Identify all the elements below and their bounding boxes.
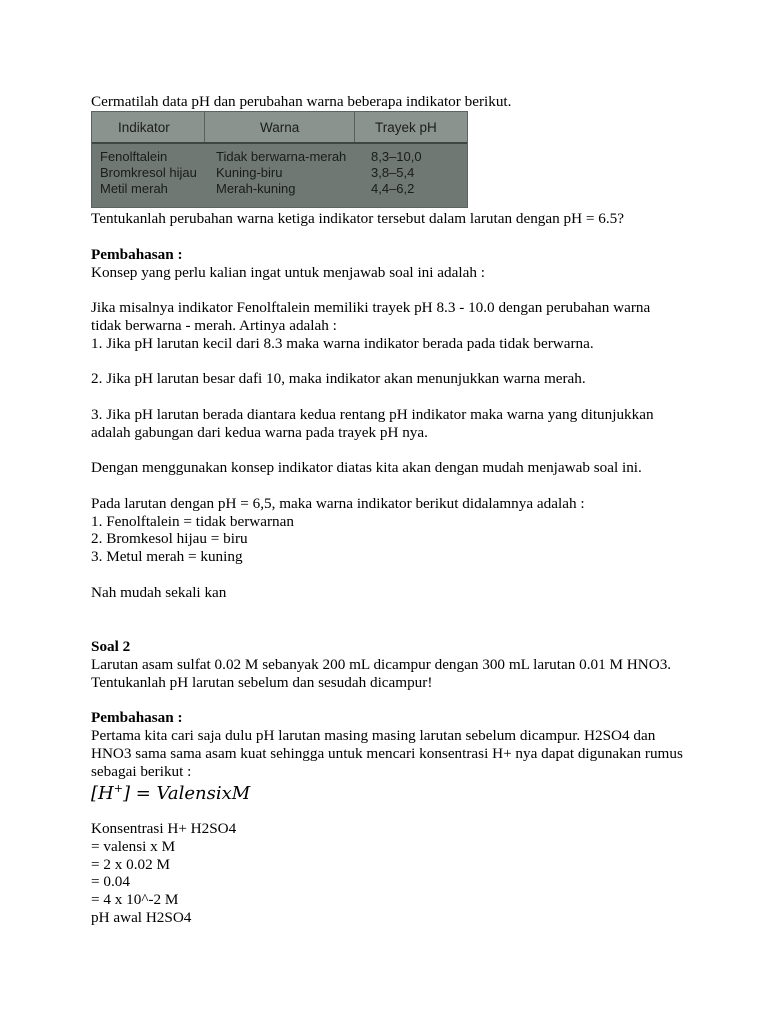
table-cell: 8,3–10,0 [371, 149, 422, 164]
text-line: tidak berwarna - merah. Artinya adalah : [91, 317, 337, 334]
table-cell: Bromkresol hijau [100, 165, 197, 180]
list-item: 3. Metul merah = kuning [91, 548, 243, 565]
calc-line: = 2 x 0.02 M [91, 856, 171, 873]
table-cell: Merah-kuning [216, 181, 296, 196]
text-line: Konsep yang perlu kalian ingat untuk menjawab soal ini adalah : [91, 264, 485, 281]
text-line: HNO3 sama sama asam kuat sehingga untuk mencari konsentrasi H+ nya dapat digunakan rumus [91, 745, 683, 762]
intro-text: Cermatilah data pH dan perubahan warna beberapa indikator berikut. [91, 93, 512, 110]
list-item: 2. Jika pH larutan besar dafi 10, maka indikator akan menunjukkan warna merah. [91, 370, 586, 387]
calc-line: = valensi x M [91, 838, 176, 855]
table-cell: Fenolftalein [100, 149, 168, 164]
list-item: 3. Jika pH larutan berada diantara kedua rentang pH indikator maka warna yang ditunjukkan [91, 406, 654, 423]
table-cell: 3,8–5,4 [371, 165, 415, 180]
table-cell: Tidak berwarna-merah [216, 149, 347, 164]
calc-line: = 4 x 10^-2 M [91, 891, 179, 908]
indicator-table-image [91, 111, 468, 208]
text-line: Tentukanlah pH larutan sebelum dan sesudah dicampur! [91, 674, 433, 691]
table-cell: Metil merah [100, 181, 168, 196]
header-warna: Warna [260, 120, 300, 135]
formula: [H+] = ValensixM [91, 782, 251, 804]
text-line: Jika misalnya indikator Fenolftalein memiliki trayek pH 8.3 - 10.0 dengan perubahan warna [91, 299, 651, 316]
text-line: Pertama kita cari saja dulu pH larutan masing masing larutan sebelum dicampur. H2SO4 dan [91, 727, 656, 744]
pembahasan-heading: Pembahasan : [91, 709, 183, 726]
header-trayek: Trayek pH [375, 120, 437, 135]
question-1: Tentukanlah perubahan warna ketiga indikator tersebut dalam larutan dengan pH = 6.5? [91, 210, 624, 227]
text-line: sebagai berikut : [91, 763, 192, 780]
header-indikator: Indikator [118, 120, 170, 135]
list-item: 1. Fenolftalein = tidak berwarnan [91, 513, 294, 530]
calc-line: = 0.04 [91, 873, 130, 890]
text-line: Pada larutan dengan pH = 6,5, maka warna indikator berikut didalamnya adalah : [91, 495, 585, 512]
calc-line: pH awal H2SO4 [91, 909, 192, 926]
calc-line: Konsentrasi H+ H2SO4 [91, 820, 237, 837]
text-line: Nah mudah sekali kan [91, 584, 227, 601]
pembahasan-heading: Pembahasan : [91, 246, 183, 263]
list-item: 1. Jika pH larutan kecil dari 8.3 maka warna indikator berada pada tidak berwarna. [91, 335, 594, 352]
text-line: adalah gabungan dari kedua warna pada trayek pH nya. [91, 424, 428, 441]
text-line: Dengan menggunakan konsep indikator diatas kita akan dengan mudah menjawab soal ini. [91, 459, 642, 476]
text-line: Larutan asam sulfat 0.02 M sebanyak 200 mL dicampur dengan 300 mL larutan 0.01 M HNO3. [91, 656, 672, 673]
list-item: 2. Bromkesol hijau = biru [91, 530, 248, 547]
table-cell: Kuning-biru [216, 165, 283, 180]
soal-2-heading: Soal 2 [91, 638, 131, 655]
table-cell: 4,4–6,2 [371, 181, 415, 196]
